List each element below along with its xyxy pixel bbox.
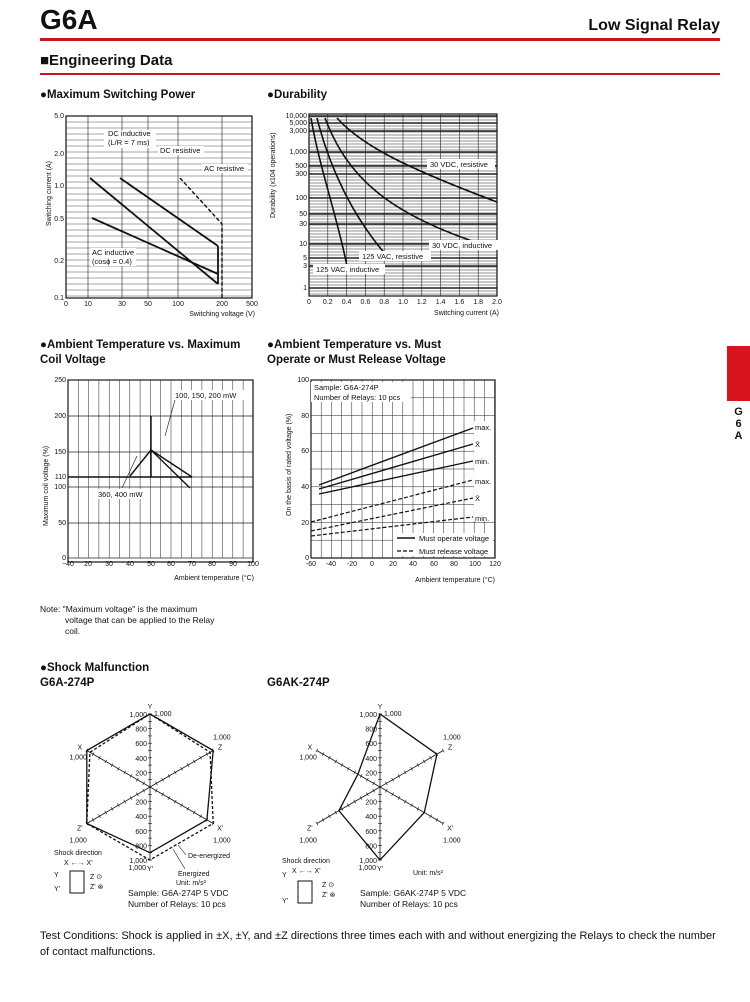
chart-title-durability: ●Durability: [267, 89, 327, 101]
durability-ylabel: Durability (x104 operations): [270, 132, 277, 218]
max-power-xtick: 200: [216, 301, 228, 308]
rel-mean: X̄: [475, 494, 481, 503]
model-title: G6A: [40, 4, 98, 35]
max-power-ylabel: Switching current (A): [46, 161, 53, 226]
durability-ytick: 5: [303, 255, 307, 262]
op-xtick: -20: [346, 561, 358, 568]
side-tab-label: G 6 A: [734, 406, 743, 442]
svg-text:Z' ⊗: Z' ⊗: [322, 892, 336, 899]
operate-max-line: [319, 428, 473, 485]
radar-tick: 800: [365, 843, 377, 851]
shock-polygon: [339, 714, 437, 860]
radar-tick: 200: [365, 799, 377, 807]
coil-xtick: 50: [147, 561, 155, 568]
radar-tick: 1,000: [359, 858, 377, 865]
durability-chart: [267, 106, 505, 322]
ac-resistive-curve: [180, 178, 222, 298]
max-power-ytick: 0.2: [54, 258, 64, 265]
durability-ytick: 1,000: [289, 149, 307, 156]
chart-title-operate-voltage: ●Ambient Temperature vs. Must Operate or Must Release Voltage: [267, 339, 446, 366]
svg-text:X ←→ X': X ←→ X': [64, 860, 93, 867]
coil-ytick: 50: [58, 520, 66, 527]
radar-tick: 1,000: [359, 712, 377, 719]
svg-text:Shock direction: Shock direction: [54, 850, 102, 857]
svg-text:Energized: Energized: [178, 871, 210, 878]
svg-text:1,000: 1,000: [128, 865, 146, 872]
op-xtick: 40: [409, 561, 417, 568]
radar-tick: 200: [135, 799, 147, 807]
radar-axis-label: X: [77, 744, 83, 752]
svg-text:1,000: 1,000: [384, 711, 402, 718]
radar-max-label: 1,000: [299, 837, 317, 845]
coil-ytick: 100: [54, 484, 66, 491]
durability-xtick: 0: [307, 299, 311, 306]
coil-xtick: 80: [208, 561, 216, 568]
svg-text:Unit: m/s²: Unit: m/s²: [413, 870, 443, 877]
label-360-400mw: 360, 400 mW: [98, 490, 143, 499]
radar-tick: 1,000: [129, 858, 147, 865]
shock-right-sample: Sample: G6AK-274P 5 VDC Number of Relays: 10 pcs: [360, 888, 467, 909]
section-title: ■Engineering Data: [40, 52, 173, 69]
coil-ytick: 250: [54, 377, 66, 384]
label-dc-resistive: DC resistive: [160, 146, 201, 155]
max-power-ytick: 2.0: [54, 151, 64, 158]
label-dc-inductive: DC inductive: [108, 129, 151, 138]
op-xtick: -40: [325, 561, 337, 568]
label-dc-inductive-lr: (L/R = 7 ms): [108, 138, 150, 147]
max-power-xtick: 100: [172, 301, 184, 308]
svg-text:Z ⊙: Z ⊙: [322, 882, 335, 889]
coil-xtick: 40: [126, 561, 134, 568]
coil-voltage-chart: [40, 376, 265, 588]
radar-axis-label: Y': [146, 866, 154, 873]
max-power-ytick: 1.0: [54, 183, 64, 190]
coil-xtick: 20: [84, 561, 92, 568]
radar-max-label: 1,000: [69, 837, 87, 845]
section-rule: [40, 73, 720, 75]
durability-xtick: 0.2: [322, 299, 333, 306]
durability-ytick: 100: [295, 195, 307, 202]
product-subtitle: Low Signal Relay: [588, 17, 720, 34]
label-30vdc-inductive: 30 VDC, inductive: [432, 241, 493, 250]
op-min: min.: [475, 457, 490, 466]
radar-axis-label: Z: [218, 744, 223, 752]
coil-xlabel: Ambient temperature (°C): [174, 575, 254, 582]
op-relays: Number of Relays: 10 pcs: [314, 393, 401, 402]
legend-operate: Must operate voltage: [419, 534, 490, 543]
coil-xtick: 70: [188, 561, 196, 568]
svg-text:Y': Y': [282, 898, 289, 905]
max-power-xtick: 10: [84, 301, 92, 308]
rel-max: max.: [475, 477, 492, 486]
radar-max-label: 1,000: [213, 734, 231, 742]
max-power-xtick: 30: [118, 301, 126, 308]
durability-xtick: 2.0: [492, 299, 502, 306]
op-xtick: 20: [389, 561, 397, 568]
side-tab[interactable]: [727, 346, 750, 401]
svg-text:1,000: 1,000: [358, 865, 376, 872]
radar-axis-label: Z': [77, 825, 83, 833]
op-max: max.: [475, 423, 492, 432]
max-power-xlabel: Switching voltage (V): [189, 311, 255, 318]
durability-ytick: 500: [295, 163, 307, 170]
radar-tick: 600: [135, 741, 147, 749]
radar-axis-label: X': [217, 825, 224, 833]
radar-tick: 600: [135, 828, 147, 836]
radar-max-label: 1,000: [213, 837, 231, 845]
max-power-xtick: 500: [246, 301, 258, 308]
op-ytick: 20: [301, 520, 309, 527]
radar-tick: 400: [365, 755, 377, 763]
svg-text:De-energized: De-energized: [188, 853, 231, 860]
max-power-xtick: 0: [64, 301, 68, 308]
durability-xtick: 0.4: [341, 299, 352, 306]
max-power-ytick: 0.5: [54, 216, 64, 223]
durability-ytick: 10: [299, 241, 307, 248]
coil-xtick: −40: [62, 561, 74, 568]
op-ytick: 80: [301, 413, 309, 420]
radar-axis-label: Z: [448, 744, 453, 752]
op-xtick: 100: [469, 561, 481, 568]
chart-title-coil-voltage: ●Ambient Temperature vs. Maximum Coil Voltage: [40, 339, 241, 366]
durability-xtick: 1.2: [416, 299, 427, 306]
durability-xtick: 0.8: [379, 299, 390, 306]
radar-axis-label: X: [307, 744, 313, 752]
durability-xlabel: Switching current (A): [434, 310, 499, 317]
op-xtick: 60: [430, 561, 438, 568]
durability-ytick: 3,000: [289, 128, 307, 135]
radar-tick: 800: [365, 726, 377, 734]
coil-note: Note: "Maximum voltage" is the maximum voltage that can be applied to the Relay coil.: [40, 604, 215, 636]
svg-text:Shock direction: Shock direction: [282, 858, 330, 865]
radar-tick: 600: [365, 828, 377, 836]
radar-axis-label: X': [447, 825, 454, 833]
radar-axis-label: Y': [376, 866, 384, 873]
op-ytick: 40: [301, 484, 309, 491]
chart-title-max-power: ●Maximum Switching Power: [40, 89, 196, 101]
op-xtick: 0: [370, 561, 374, 568]
radar-max-label: 1,000: [443, 734, 461, 742]
op-ytick: 100: [297, 377, 309, 384]
coil-ylabel: Maximum coil voltage (%): [43, 445, 50, 526]
durability-ytick: 300: [295, 171, 307, 178]
radar-axis-label: Y: [377, 704, 383, 711]
op-sample: Sample: G6A-274P: [314, 383, 379, 392]
coil-ytick: 0: [62, 555, 66, 562]
svg-text:X ←→ X': X ←→ X': [292, 868, 321, 875]
radar-tick: 200: [135, 770, 147, 778]
max-power-ytick: 0.1: [54, 295, 64, 302]
durability-xtick: 1.6: [454, 299, 465, 306]
label-125vac-resistive: 125 VAC, resistive: [362, 252, 424, 261]
max-power-ytick: 5.0: [54, 113, 64, 120]
legend-release: Must release voltage: [419, 547, 489, 556]
durability-ytick: 5,000: [289, 120, 307, 127]
radar-tick: 800: [135, 843, 147, 851]
coil-ytick: 150: [54, 449, 66, 456]
label-30vdc-resistive: 30 VDC, resistive: [430, 160, 488, 169]
op-xtick: -60: [305, 561, 317, 568]
durability-xtick: 1.8: [473, 299, 484, 306]
radar-axis-label: Z': [307, 825, 313, 833]
release-max-line: [311, 480, 473, 522]
durability-ytick: 50: [299, 211, 307, 218]
durability-xtick: 1.0: [398, 299, 408, 306]
op-xtick: 80: [450, 561, 458, 568]
radar-max-label: 1,000: [69, 754, 87, 762]
coil-ytick: 200: [54, 413, 66, 420]
svg-text:Y': Y': [54, 886, 61, 893]
coil-xtick: 100: [247, 561, 259, 568]
radar-axis-label: Y: [147, 704, 153, 711]
radar-tick: 200: [365, 770, 377, 778]
coil-xtick: 60: [167, 561, 175, 568]
label-ac-inductive-cos: (cosϕ = 0.4): [92, 257, 132, 266]
max-power-chart: [40, 106, 265, 322]
operate-voltage-chart: [267, 376, 505, 588]
svg-text:Y: Y: [282, 872, 287, 879]
radar-tick: 600: [365, 741, 377, 749]
radar-max-label: 1,000: [443, 837, 461, 845]
durability-ytick: 10,000: [285, 113, 307, 120]
durability-xtick: 0.6: [360, 299, 371, 306]
test-conditions: Test Conditions: Shock is applied in ±X, ±Y, and ±Z directions three times each with and without energizing the Relays to check the number of contact malfunctions.: [40, 930, 716, 958]
label-ac-inductive: AC inductive: [92, 248, 135, 257]
op-xlabel: Ambient temperature (°C): [415, 577, 495, 584]
rel-min: min.: [475, 514, 490, 523]
op-mean: X̄: [475, 440, 481, 449]
label-100-200mw: 100, 150, 200 mW: [175, 391, 237, 400]
radar-tick: 400: [135, 755, 147, 763]
shock-right-model: G6AK-274P: [267, 677, 330, 689]
radar-tick: 400: [135, 814, 147, 822]
op-ylabel: On the basis of rated voltage (%): [286, 413, 293, 516]
durability-ytick: 3: [303, 263, 307, 270]
svg-text:Y: Y: [54, 872, 59, 879]
op-xtick: 120: [489, 561, 501, 568]
svg-text:1,000: 1,000: [154, 711, 172, 718]
durability-ytick: 30: [299, 221, 307, 228]
durability-ytick: 1: [303, 285, 307, 292]
shock-left-sample: Sample: G6A-274P 5 VDC Number of Relays: 10 pcs: [128, 888, 229, 909]
dc30-inductive-curve: [325, 118, 497, 249]
durability-xtick: 1.4: [435, 299, 446, 306]
op-ytick: 60: [301, 448, 309, 455]
svg-text:Z ⊙: Z ⊙: [90, 874, 103, 881]
op-ytick: 0: [305, 555, 309, 562]
radar-tick: 400: [365, 814, 377, 822]
svg-text:Z' ⊗: Z' ⊗: [90, 884, 104, 891]
radar-tick: 1,000: [129, 712, 147, 719]
label-125vac-inductive: 125 VAC, inductive: [316, 265, 380, 274]
label-ac-resistive: AC resistive: [204, 164, 245, 173]
radar-tick: 800: [135, 726, 147, 734]
svg-text:Unit: m/s²: Unit: m/s²: [176, 880, 206, 887]
coil-ytick: 110: [54, 474, 66, 481]
shock-left-radar: [40, 695, 265, 920]
shock-title: ●Shock Malfunction G6A-274P: [40, 662, 150, 689]
coil-xtick: 30: [105, 561, 113, 568]
coil-xtick: 90: [229, 561, 237, 568]
max-power-xtick: 50: [144, 301, 152, 308]
header-rule: [40, 38, 720, 41]
radar-max-label: 1,000: [299, 754, 317, 762]
shock-right-radar: [270, 695, 495, 920]
